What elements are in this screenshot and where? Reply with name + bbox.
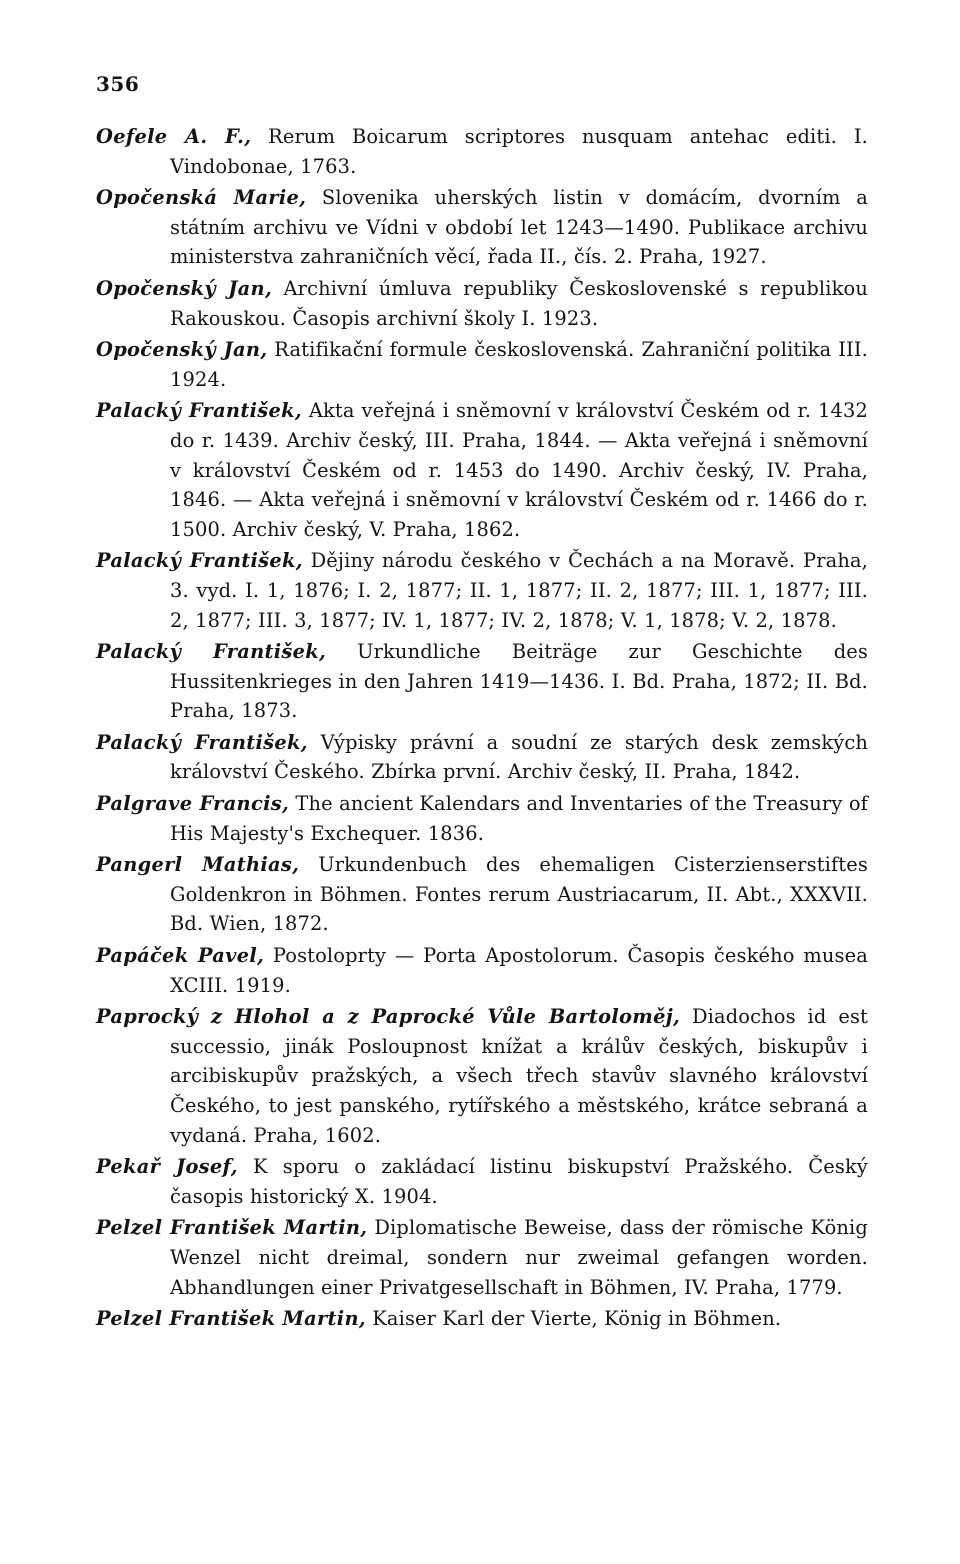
entry-citation: Ratifikační formule československá. Zahraniční politika III. 1924. <box>170 338 868 391</box>
bibliography-entry <box>96 941 868 1000</box>
entry-author: Opočenská Marie, <box>96 186 307 210</box>
entry-citation: Postoloprty — Porta Apostolorum. Časopis českého musea XCIII. 1919. <box>170 944 868 997</box>
bibliography-entry <box>96 1213 868 1302</box>
entry-citation: Archivní úmluva republiky Československé s republikou Rakouskou. Časopis archivní školy I. 1923. <box>170 276 868 330</box>
bibliography-entry <box>96 335 868 394</box>
entry-citation: Dějiny národu českého v Čechách a na Moravě. Praha, 3. vyd. I. 1, 1876; I. 2, 1877; II. 1, 1877; II. 2, 1877; III. 1, 1877; III. 2, 1877; III. 3, 1877; IV. 1, 1877; IV. 2, 1878; V. 1, 1878; V. 2, 1878. <box>170 549 868 632</box>
entry-author: Opočenský Jan, <box>96 276 272 300</box>
entry-author: Pelzel František Martin, <box>96 1216 368 1240</box>
entry-citation: Kaiser Karl der Vierte, König in Böhmen. <box>372 1307 782 1331</box>
entry-author: Palgrave Francis, <box>96 792 289 816</box>
entry-author: Palacký František, <box>96 730 308 754</box>
bibliography-entry <box>96 183 868 272</box>
entry-author: Oefele A. F., <box>96 125 252 148</box>
entry-author: Palacký František, <box>96 640 327 664</box>
entry-citation: Výpisky právní a soudní ze starých desk zemských království Českého. Zbírka první. Archiv český, II. Praha, 1842. <box>170 730 868 784</box>
bibliography-entry <box>96 274 868 333</box>
entry-author: Pelzel František Martin, <box>96 1307 366 1331</box>
entry-author: Palacký František, <box>96 549 303 573</box>
entry-author: Pekař Josef, <box>96 1155 238 1179</box>
bibliography-entry <box>96 1002 868 1150</box>
entry-citation: Diadochos id est successio, jinák Posloupnost knížat a králův českých, biskupův i arcibiskupův pražských, a všech třech stavův slavného království Českého, to jest panského, rytířského a městského, krátce sebraná a vydaná. Praha, 1602. <box>170 1005 868 1147</box>
bibliography-entry <box>96 1304 868 1334</box>
bibliography-entry <box>96 396 868 544</box>
entry-citation: The ancient Kalendars and Inventaries of the Treasury of His Majesty's Exchequer. 1836. <box>170 792 868 845</box>
entry-author: Pangerl Mathias, <box>96 853 300 877</box>
entry-citation: Urkundenbuch des ehemaligen Cisterzienserstiftes Goldenkron in Böhmen. Fontes rerum Austriacarum, II. Abt., XXXVII. Bd. Wien, 1872. <box>170 853 868 936</box>
bibliography-entry <box>96 789 868 848</box>
bibliography-entry <box>96 850 868 939</box>
entry-citation: Diplomatische Beweise, dass der römische König Wenzel nicht dreimal, sondern nur zweimal gefangen worden. Abhandlungen einer Privatgesellschaft in Böhmen, IV. Praha, 1779. <box>170 1216 868 1299</box>
entry-author: Opočenský Jan, <box>96 338 268 362</box>
entry-citation: Rerum Boicarum scriptores nusquam antehac editi. I. Vindobonae, 1763. <box>170 125 868 178</box>
entry-citation: Akta veřejná i sněmovní v království Českém od r. 1432 do r. 1439. Archiv český, III. Praha, 1844. — Akta veřejná i sněmovní v království Českém od r. 1453 do 1490. Archiv český, IV. Praha, 1846. — Akta veřejná i sněmovní v království Českém od r. 1466 do r. 1500. Archiv český, V. Praha, 1862. <box>170 399 868 541</box>
entry-citation: K sporu o zakládací listinu biskupství Pražského. Český časopis historický X. 1904. <box>170 1155 868 1208</box>
bibliography-entry <box>96 122 868 181</box>
bibliography-entry <box>96 1152 868 1211</box>
entry-author: Palacký František, <box>96 399 302 423</box>
bibliography-entry <box>96 728 868 787</box>
bibliography-list <box>96 122 868 1336</box>
entry-author: Papáček Pavel, <box>96 944 265 968</box>
entry-citation: Slovenika uherských listin v domácím, dvorním a státním archivu ve Vídni v období let 1243—1490. Publikace archivu ministerstva zahraničních věcí, řada II., čís. 2. Praha, 1927. <box>170 186 868 269</box>
page-number: 356 <box>96 72 140 96</box>
entry-author: Paprocký z Hlohol a z Paprocké Vůle Bartoloměj, <box>96 1005 681 1029</box>
bibliography-entry <box>96 546 868 635</box>
bibliography-entry <box>96 637 868 726</box>
entry-citation: Urkundliche Beiträge zur Geschichte des Hussitenkrieges in den Jahren 1419—1436. I. Bd. Praha, 1872; II. Bd. Praha, 1873. <box>170 640 868 723</box>
